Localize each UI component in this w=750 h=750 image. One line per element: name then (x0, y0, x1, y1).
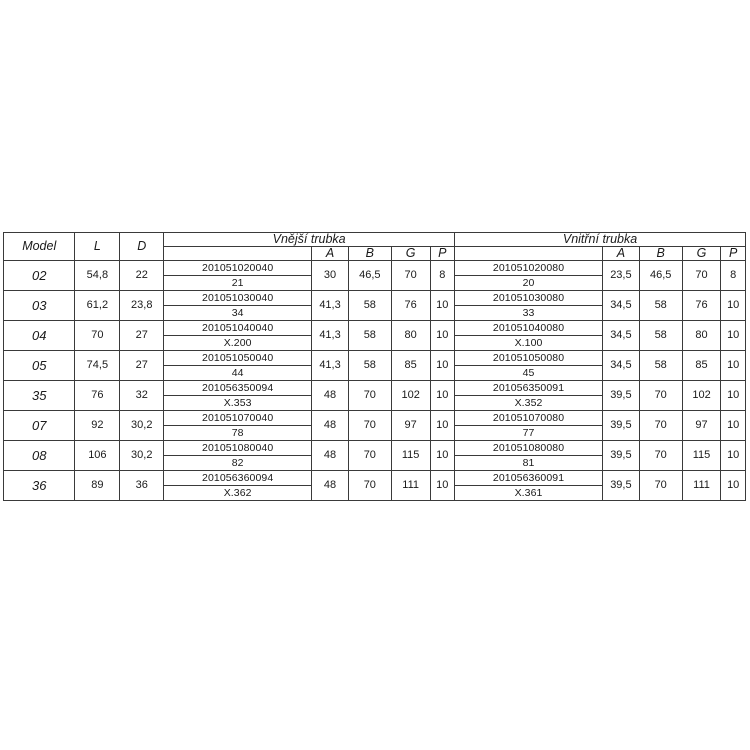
inner-g-cell: 102 (682, 381, 721, 411)
outer-p-cell: 10 (430, 381, 455, 411)
l-cell: 106 (75, 441, 120, 471)
header-d: D (120, 233, 164, 261)
d-cell: 30,2 (120, 441, 164, 471)
outer-p-cell: 10 (430, 471, 455, 501)
inner-a-cell: 34,5 (603, 351, 640, 381)
d-cell: 27 (120, 321, 164, 351)
outer-code-cell: 201056350094 (164, 381, 312, 396)
outer-sub-cell: X.200 (164, 336, 312, 351)
inner-sub-cell: 45 (455, 366, 603, 381)
inner-a-cell: 23,5 (603, 261, 640, 291)
inner-g-cell: 70 (682, 261, 721, 291)
outer-sub-cell: X.362 (164, 486, 312, 501)
outer-a-cell: 41,3 (312, 291, 349, 321)
inner-a-cell: 39,5 (603, 441, 640, 471)
inner-b-cell: 70 (639, 441, 682, 471)
header-model: Model (4, 233, 75, 261)
header-inner-a: A (603, 247, 640, 261)
outer-a-cell: 48 (312, 471, 349, 501)
outer-sub-cell: 44 (164, 366, 312, 381)
inner-sub-cell: 81 (455, 456, 603, 471)
inner-b-cell: 70 (639, 411, 682, 441)
inner-p-cell: 8 (721, 261, 746, 291)
outer-b-cell: 46,5 (348, 261, 391, 291)
table-row (4, 381, 746, 396)
outer-sub-cell: 78 (164, 426, 312, 441)
table-row (4, 411, 746, 426)
table-row (4, 441, 746, 456)
table-row (4, 471, 746, 486)
spec-table (3, 232, 746, 501)
outer-code-cell: 201051020040 (164, 261, 312, 276)
model-cell: 05 (4, 351, 75, 381)
outer-a-cell: 48 (312, 411, 349, 441)
inner-a-cell: 34,5 (603, 321, 640, 351)
header-outer-code (164, 247, 312, 261)
outer-g-cell: 102 (391, 381, 430, 411)
outer-g-cell: 111 (391, 471, 430, 501)
outer-g-cell: 97 (391, 411, 430, 441)
outer-code-cell: 201051070040 (164, 411, 312, 426)
outer-b-cell: 58 (348, 291, 391, 321)
inner-b-cell: 58 (639, 291, 682, 321)
d-cell: 22 (120, 261, 164, 291)
header-outer-a: A (312, 247, 349, 261)
inner-code-cell: 201056350091 (455, 381, 603, 396)
inner-p-cell: 10 (721, 291, 746, 321)
outer-g-cell: 80 (391, 321, 430, 351)
header-outer-g: G (391, 247, 430, 261)
outer-g-cell: 76 (391, 291, 430, 321)
inner-sub-cell: 77 (455, 426, 603, 441)
inner-code-cell: 201056360091 (455, 471, 603, 486)
header-inner-b: B (639, 247, 682, 261)
outer-g-cell: 115 (391, 441, 430, 471)
model-cell: 35 (4, 381, 75, 411)
d-cell: 32 (120, 381, 164, 411)
outer-p-cell: 10 (430, 411, 455, 441)
outer-b-cell: 70 (348, 381, 391, 411)
inner-g-cell: 115 (682, 441, 721, 471)
header-inner-p: P (721, 247, 746, 261)
inner-g-cell: 76 (682, 291, 721, 321)
inner-p-cell: 10 (721, 441, 746, 471)
outer-code-cell: 201051080040 (164, 441, 312, 456)
inner-g-cell: 85 (682, 351, 721, 381)
outer-a-cell: 41,3 (312, 321, 349, 351)
inner-code-cell: 201051030080 (455, 291, 603, 306)
inner-a-cell: 39,5 (603, 411, 640, 441)
inner-g-cell: 97 (682, 411, 721, 441)
header-l: L (75, 233, 120, 261)
inner-g-cell: 111 (682, 471, 721, 501)
d-cell: 36 (120, 471, 164, 501)
outer-b-cell: 70 (348, 471, 391, 501)
header-outer-b: B (348, 247, 391, 261)
outer-a-cell: 48 (312, 381, 349, 411)
inner-b-cell: 58 (639, 351, 682, 381)
table-row (4, 321, 746, 336)
header-outer-tube: Vnější trubka (164, 233, 455, 247)
table-row (4, 261, 746, 276)
outer-p-cell: 10 (430, 351, 455, 381)
inner-g-cell: 80 (682, 321, 721, 351)
l-cell: 70 (75, 321, 120, 351)
l-cell: 89 (75, 471, 120, 501)
l-cell: 74,5 (75, 351, 120, 381)
outer-b-cell: 58 (348, 321, 391, 351)
outer-code-cell: 201051050040 (164, 351, 312, 366)
outer-code-cell: 201056360094 (164, 471, 312, 486)
table-row (4, 291, 746, 306)
model-cell: 08 (4, 441, 75, 471)
outer-code-cell: 201051030040 (164, 291, 312, 306)
inner-a-cell: 39,5 (603, 471, 640, 501)
model-cell: 04 (4, 321, 75, 351)
outer-b-cell: 70 (348, 411, 391, 441)
outer-b-cell: 70 (348, 441, 391, 471)
inner-code-cell: 201051080080 (455, 441, 603, 456)
header-inner-code (455, 247, 603, 261)
header-row-1 (4, 233, 746, 247)
inner-p-cell: 10 (721, 381, 746, 411)
outer-sub-cell: 21 (164, 276, 312, 291)
header-inner-g: G (682, 247, 721, 261)
inner-p-cell: 10 (721, 411, 746, 441)
d-cell: 30,2 (120, 411, 164, 441)
outer-g-cell: 85 (391, 351, 430, 381)
inner-sub-cell: 33 (455, 306, 603, 321)
inner-sub-cell: X.361 (455, 486, 603, 501)
inner-sub-cell: 20 (455, 276, 603, 291)
d-cell: 27 (120, 351, 164, 381)
outer-p-cell: 8 (430, 261, 455, 291)
inner-code-cell: 201051020080 (455, 261, 603, 276)
inner-sub-cell: X.352 (455, 396, 603, 411)
l-cell: 61,2 (75, 291, 120, 321)
inner-p-cell: 10 (721, 471, 746, 501)
model-cell: 07 (4, 411, 75, 441)
model-cell: 02 (4, 261, 75, 291)
inner-code-cell: 201051050080 (455, 351, 603, 366)
table-row (4, 351, 746, 366)
inner-a-cell: 34,5 (603, 291, 640, 321)
inner-code-cell: 201051070080 (455, 411, 603, 426)
outer-a-cell: 48 (312, 441, 349, 471)
outer-sub-cell: 34 (164, 306, 312, 321)
outer-a-cell: 41,3 (312, 351, 349, 381)
model-cell: 03 (4, 291, 75, 321)
inner-p-cell: 10 (721, 351, 746, 381)
inner-sub-cell: X.100 (455, 336, 603, 351)
outer-p-cell: 10 (430, 291, 455, 321)
outer-code-cell: 201051040040 (164, 321, 312, 336)
outer-sub-cell: X.353 (164, 396, 312, 411)
l-cell: 54,8 (75, 261, 120, 291)
inner-p-cell: 10 (721, 321, 746, 351)
inner-b-cell: 46,5 (639, 261, 682, 291)
l-cell: 76 (75, 381, 120, 411)
inner-b-cell: 58 (639, 321, 682, 351)
outer-p-cell: 10 (430, 321, 455, 351)
inner-b-cell: 70 (639, 471, 682, 501)
outer-p-cell: 10 (430, 441, 455, 471)
inner-b-cell: 70 (639, 381, 682, 411)
outer-b-cell: 58 (348, 351, 391, 381)
outer-a-cell: 30 (312, 261, 349, 291)
inner-code-cell: 201051040080 (455, 321, 603, 336)
header-outer-p: P (430, 247, 455, 261)
l-cell: 92 (75, 411, 120, 441)
outer-g-cell: 70 (391, 261, 430, 291)
d-cell: 23,8 (120, 291, 164, 321)
model-cell: 36 (4, 471, 75, 501)
outer-sub-cell: 82 (164, 456, 312, 471)
header-inner-tube: Vnitřní trubka (455, 233, 746, 247)
inner-a-cell: 39,5 (603, 381, 640, 411)
